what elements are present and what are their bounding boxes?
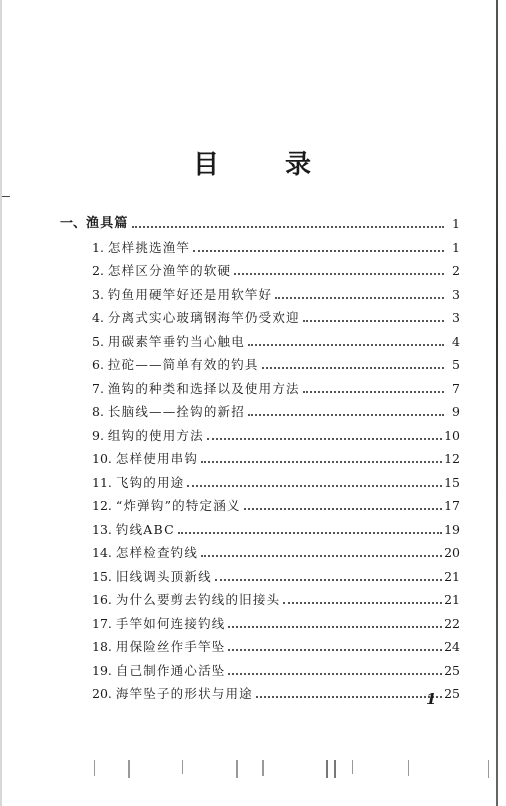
entry-number: 3.	[92, 286, 104, 302]
entry-label: 飞钩的用途	[115, 474, 185, 490]
entry-label: 怎样使用串钩	[115, 451, 199, 466]
entry-number: 16.	[92, 592, 112, 607]
entry-page: 1	[452, 239, 460, 255]
page-left-edge	[0, 0, 2, 806]
toc-entry[interactable]	[92, 355, 460, 375]
toc-entry[interactable]	[92, 614, 460, 634]
leader-dots	[207, 438, 442, 440]
leader-dots	[132, 226, 444, 228]
entry-page: 22	[444, 615, 460, 631]
title-char-2: 录	[285, 150, 314, 180]
leader-dots	[303, 320, 444, 322]
entry-label: 怎样区分渔竿的软硬	[107, 263, 232, 278]
leader-dots	[275, 297, 444, 299]
toc-entry[interactable]	[92, 261, 460, 281]
entry-number: 9.	[92, 427, 104, 443]
entry-number: 10.	[92, 451, 112, 466]
entry-number: 4.	[92, 310, 104, 325]
leader-dots	[248, 414, 444, 416]
section-label: 渔具篇	[86, 216, 129, 231]
toc-entry[interactable]	[92, 567, 460, 587]
entry-page: 7	[452, 380, 460, 396]
leader-dots	[228, 673, 442, 675]
toc-entry[interactable]	[92, 637, 460, 657]
leader-dots	[303, 391, 444, 393]
leader-dots	[283, 602, 442, 604]
leader-dots	[234, 273, 444, 275]
entry-number: 19.	[92, 662, 112, 678]
leader-dots	[193, 250, 444, 252]
entry-page: 25	[444, 686, 460, 701]
entry-number: 2.	[92, 263, 104, 278]
section-number: 一、	[60, 216, 87, 231]
title-char-1: 目	[192, 150, 221, 180]
leader-dots	[215, 579, 442, 581]
entry-page: 17	[444, 498, 460, 513]
entry-label: 怎样检查钓线	[115, 545, 199, 560]
toc-entry[interactable]	[92, 543, 460, 563]
entry-label: 用碳素竿垂钓当心触电	[107, 333, 245, 349]
entry-label: 长脑线——拴钩的新招	[107, 404, 245, 419]
page-number: 1	[426, 690, 437, 708]
entry-number: 7.	[92, 380, 104, 396]
entry-label: “炸弹钩”的特定涵义	[115, 498, 241, 513]
entry-page: 2	[452, 263, 460, 278]
entry-number: 11.	[92, 474, 112, 490]
leader-dots	[201, 461, 442, 463]
section-page: 1	[452, 216, 460, 231]
entry-page: 21	[444, 568, 460, 584]
leader-dots	[262, 367, 444, 369]
entry-label: 手竿如何连接钓线	[115, 615, 226, 631]
page-right-edge	[496, 0, 498, 806]
toc-entry[interactable]	[92, 590, 460, 610]
leader-dots	[187, 485, 442, 487]
entry-label: 海竿坠子的形状与用途	[115, 686, 253, 701]
leader-dots	[228, 626, 442, 628]
leader-dots	[248, 344, 444, 346]
leader-dots	[256, 696, 442, 698]
entry-number: 14.	[92, 545, 112, 560]
entry-label: 为什么要剪去钓线的旧接头	[115, 592, 281, 607]
entry-page: 4	[452, 333, 460, 349]
leader-dots	[244, 508, 442, 510]
entry-page: 12	[444, 451, 460, 466]
toc-section-heading[interactable]	[60, 214, 460, 234]
toc-entry[interactable]	[92, 285, 460, 305]
toc-entry[interactable]	[92, 402, 460, 422]
entry-label: 自己制作通心活坠	[115, 662, 226, 678]
entry-label: 用保险丝作手竿坠	[115, 639, 226, 654]
toc-entry[interactable]	[92, 308, 460, 328]
entry-page: 24	[444, 639, 460, 654]
entry-number: 1.	[92, 239, 104, 255]
entry-label: 怎样挑选渔竿	[107, 239, 191, 255]
toc-entry[interactable]	[92, 238, 460, 258]
entry-page: 10	[444, 427, 460, 443]
entry-page: 20	[444, 545, 460, 560]
entry-number: 12.	[92, 498, 112, 513]
entry-page: 21	[444, 592, 460, 607]
toc-entry[interactable]	[92, 332, 460, 352]
leader-dots	[228, 649, 442, 651]
toc-entry[interactable]	[92, 684, 460, 704]
entry-label: 组钩的使用方法	[107, 427, 204, 443]
toc-entry[interactable]	[92, 449, 460, 469]
toc-entry[interactable]	[92, 379, 460, 399]
leader-dots	[201, 555, 442, 557]
entry-label: 钓鱼用硬竿好还是用软竿好	[107, 286, 273, 302]
toc-entry[interactable]	[92, 496, 460, 516]
leader-dots	[178, 532, 442, 534]
entry-number: 6.	[92, 357, 104, 372]
page-title	[0, 144, 506, 181]
entry-page: 5	[452, 357, 460, 372]
entry-number: 20.	[92, 686, 112, 701]
entry-page: 19	[444, 521, 460, 537]
entry-page: 3	[452, 310, 460, 325]
entry-label: 渔钩的种类和选择以及使用方法	[107, 380, 300, 396]
toc-entry[interactable]	[92, 473, 460, 493]
entry-label: 分离式实心玻璃钢海竿仍受欢迎	[107, 310, 300, 325]
binding-mark	[2, 196, 10, 197]
entry-page: 9	[452, 404, 460, 419]
entry-label: 旧线调头顶新线	[115, 568, 212, 584]
entry-number: 18.	[92, 639, 112, 654]
entry-page: 25	[444, 662, 460, 678]
entry-number: 17.	[92, 615, 112, 631]
entry-page: 3	[452, 286, 460, 302]
toc-entry[interactable]	[92, 661, 460, 681]
scan-artifacts	[0, 760, 506, 782]
entry-number: 15.	[92, 568, 112, 584]
entry-number: 5.	[92, 333, 104, 349]
toc-entry[interactable]	[92, 520, 460, 540]
entry-page: 15	[444, 474, 460, 490]
entry-label: 钓线ABC	[115, 521, 175, 537]
entry-label: 拉砣——简单有效的钓具	[107, 357, 259, 372]
entry-number: 8.	[92, 404, 104, 419]
entry-number: 13.	[92, 521, 112, 537]
toc-entry[interactable]	[92, 426, 460, 446]
